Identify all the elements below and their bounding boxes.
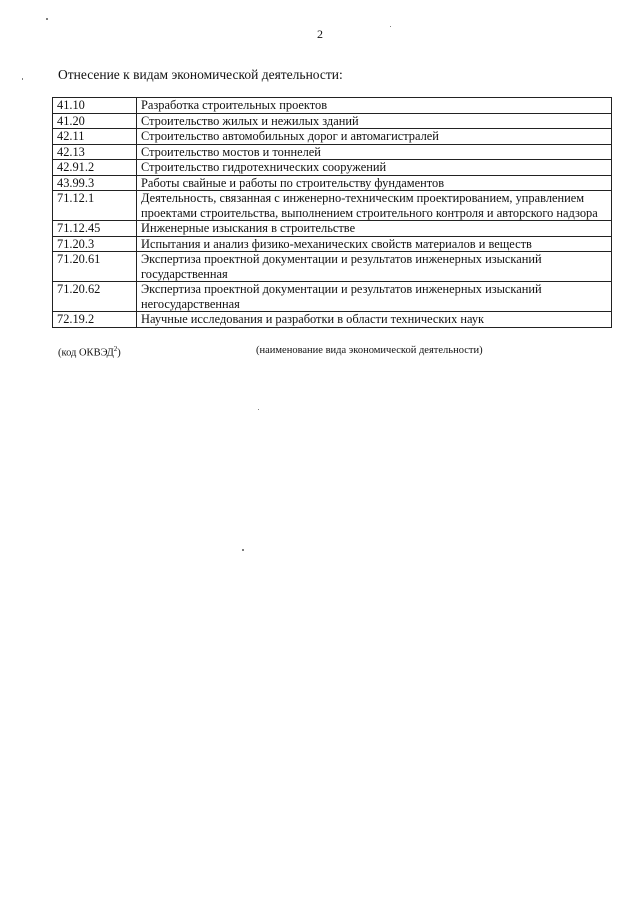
- caption-code-text: (код ОКВЭД: [58, 347, 114, 359]
- okved-row: [53, 113, 612, 129]
- page-number: 2: [317, 27, 323, 41]
- okved-row: [53, 160, 612, 176]
- activity-name: Научные исследования и разработки в области технических наук: [137, 312, 612, 328]
- activity-name: Испытания и анализ физико-механических свойств материалов и веществ: [137, 236, 612, 252]
- activity-name: Разработка строительных проектов: [137, 98, 612, 114]
- okved-row: [53, 191, 612, 221]
- okved-code: 42.11: [53, 129, 137, 145]
- caption-activity-name: (наименование вида экономической деятельности): [256, 345, 483, 356]
- scan-speck: [390, 26, 391, 27]
- okved-code: 41.10: [53, 98, 137, 114]
- okved-row: [53, 312, 612, 328]
- activity-name: Строительство жилых и нежилых зданий: [137, 113, 612, 129]
- caption-code-footnote: 2: [113, 345, 118, 353]
- table-captions: [52, 345, 612, 359]
- okved-table-body: [53, 98, 612, 328]
- activity-name: Инженерные изыскания в строительстве: [137, 221, 612, 237]
- activity-name: Строительство гидротехнических сооружений: [137, 160, 612, 176]
- okved-code: 71.20.62: [53, 282, 137, 312]
- okved-row: [53, 221, 612, 237]
- okved-code: 41.20: [53, 113, 137, 129]
- okved-table: [52, 97, 612, 328]
- intro-heading: Отнесение к видам экономической деятельности:: [58, 67, 343, 82]
- okved-code: 43.99.3: [53, 175, 137, 191]
- okved-row: [53, 236, 612, 252]
- okved-row: [53, 129, 612, 145]
- activity-name: Строительство мостов и тоннелей: [137, 144, 612, 160]
- caption-code-close: ): [117, 347, 121, 359]
- okved-row: [53, 175, 612, 191]
- okved-row: [53, 252, 612, 282]
- scan-speck: [258, 409, 259, 410]
- okved-code: 71.20.3: [53, 236, 137, 252]
- okved-code: 42.91.2: [53, 160, 137, 176]
- activity-name: Экспертиза проектной документации и результатов инженерных изысканий негосударственная: [137, 282, 612, 312]
- scan-speck: [46, 18, 48, 20]
- activity-name: Деятельность, связанная с инженерно-техническим проектированием, управлением проектами строительства, выполнением строительного контроля и авторского надзора: [137, 191, 612, 221]
- okved-code: 42.13: [53, 144, 137, 160]
- scan-speck: [242, 549, 244, 551]
- okved-code: 71.20.61: [53, 252, 137, 282]
- okved-row: [53, 144, 612, 160]
- caption-okved-code: [58, 345, 121, 359]
- activity-name: Строительство автомобильных дорог и автомагистралей: [137, 129, 612, 145]
- activity-name: Работы свайные и работы по строительству фундаментов: [137, 175, 612, 191]
- okved-code: 71.12.45: [53, 221, 137, 237]
- okved-code: 71.12.1: [53, 191, 137, 221]
- scan-speck: [22, 78, 23, 80]
- okved-row: [53, 98, 612, 114]
- activity-name: Экспертиза проектной документации и результатов инженерных изысканий государственная: [137, 252, 612, 282]
- okved-code: 72.19.2: [53, 312, 137, 328]
- okved-row: [53, 282, 612, 312]
